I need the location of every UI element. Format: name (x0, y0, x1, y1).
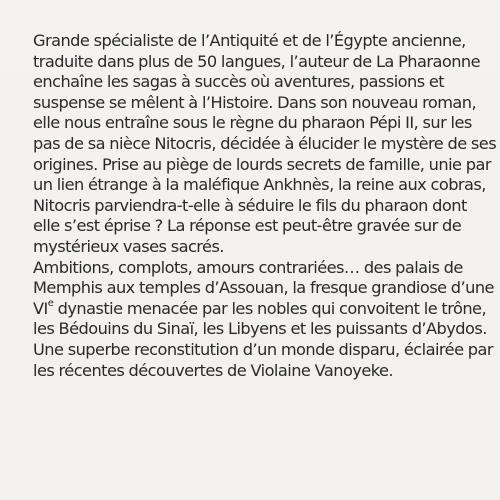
text-line: Grande spécialiste de l’Antiquité et de l’Égypte ancienne, (33, 31, 466, 50)
text-line: mystérieux vases sacrés. (33, 236, 224, 256)
paragraph-author-and-plot (33, 31, 497, 258)
text-line: Nitocris parviendra-t-elle à séduire le fils du pharaon dont (33, 195, 467, 215)
text-line: un lien étrange à la maléfique Ankhnès, la reine aux cobras, (33, 175, 486, 195)
text-line-dynasty (33, 298, 487, 320)
ordinal-superscript: e (47, 298, 54, 310)
text-line: les Bédouins du Sinaï, les Libyens et les puissants d’Abydos. (33, 319, 487, 339)
text-line: Une superbe reconstitution d’un monde disparu, éclairée par (33, 339, 493, 359)
paragraph-setting (33, 257, 494, 382)
text-line: pas de sa nièce Nitocris, décidée à élucider le mystère de ses (33, 133, 497, 153)
text-line: Memphis aux temples d’Assouan, la fresque grandiose d’une (33, 278, 494, 298)
text-line: Ambitions, complots, amours contrariées… des palais de (33, 257, 463, 277)
text-line: elle s’est éprise ? La réponse est peut-être gravée sur de (33, 216, 462, 236)
book-description (33, 31, 497, 381)
roman-numeral: VI (33, 298, 48, 318)
text-line: elle nous entraîne sous le règne du pharaon Pépi II, sur les (33, 113, 472, 133)
text-line: suspense se mêlent à l’Histoire. Dans son nouveau roman, (33, 92, 477, 112)
text-line: traduite dans plus de 50 langues, l’auteur de La Pharaonne (33, 51, 481, 71)
text-line: origines. Prise au piège de lourds secrets de famille, unie par (33, 154, 491, 174)
text-line: les récentes découvertes de Violaine Vanoyeke. (33, 360, 393, 380)
text-line: enchaîne les sagas à succès où aventures, passions et (33, 72, 445, 92)
text-line-rest: dynastie menacée par les nobles qui convoitent le trône, (53, 298, 487, 318)
